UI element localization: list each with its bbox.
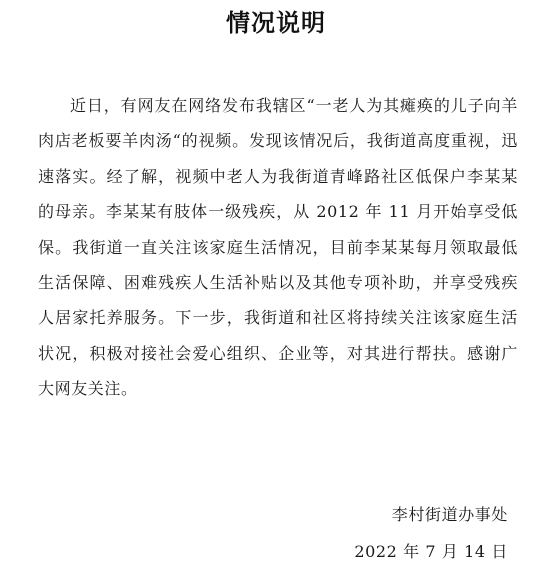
document-title: 情况说明 [226,9,326,37]
issuer-name: 李村街道办事处 [391,505,508,524]
issue-date: 2022 年 7 月 14 日 [354,542,508,561]
document-body: 近日，有网友在网络发布我辖区“一老人为其瘫痪的儿子向羊肉店老板要羊肉汤“的视频。发现该情况后，我街道高度重视，迅速落实。经了解，视频中老人为我街道青峰路社区低保户李某某的母亲。李某某有肢体一级残疾，从 2012 年 11 月开始享受低保。我街道一直关注该家庭生活情况，目前李某某每月领取最低生活保障、困难残疾人生活补贴以及其他专项补助，并享受残疾人居家托养服务。下一步，我街道和社区将持续关注该家庭生活状况，积极对接社会爱心组织、企业等，对其进行帮扶。感谢广大网友关注。 [38,96,518,399]
